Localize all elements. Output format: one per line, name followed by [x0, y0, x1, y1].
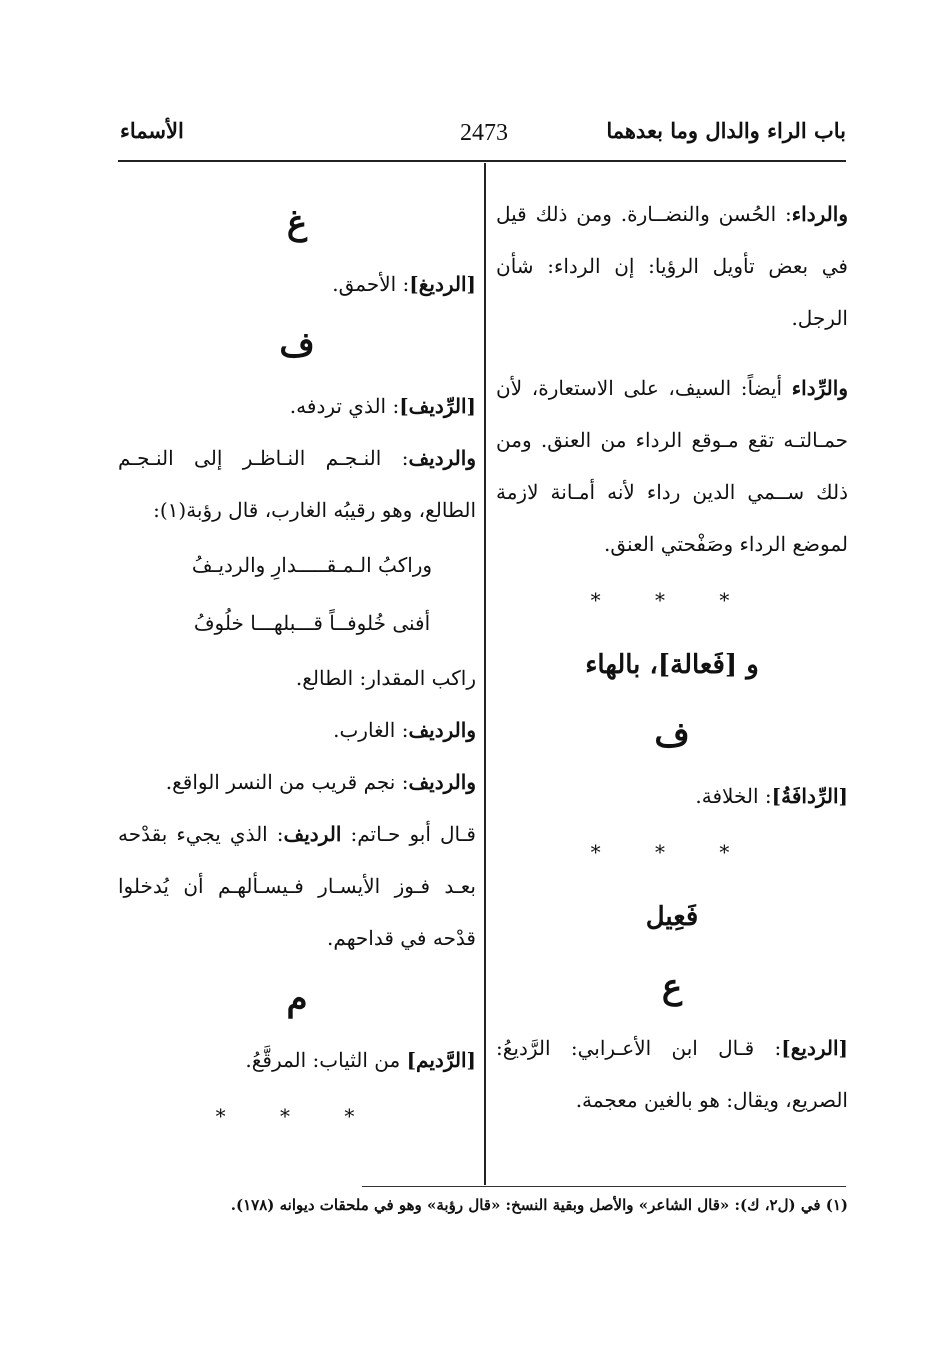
- letter-heading-ain: ع: [661, 967, 683, 1007]
- entry-term: [الرِّدافَةُ]: [771, 784, 848, 808]
- entry-term: [الرديغ]: [409, 272, 476, 296]
- entry-rida: [496, 188, 848, 344]
- page-number: 2473: [460, 120, 508, 146]
- running-header-section: الأسماء: [120, 118, 184, 143]
- section-separator: * * *: [590, 840, 754, 864]
- section-separator: * * *: [590, 588, 754, 612]
- entry-text: : نجم قريب من النسر الواقع.: [165, 770, 409, 794]
- running-header-chapter: باب الراء والدال وما بعدهما: [606, 118, 846, 143]
- column-divider: [484, 163, 486, 1185]
- entry-text: أيضاً: السيف، على الاستعارة، لأن حمـالتـه تقع مـوقع الرداء من العنق. ومن ذلك ســمي الدين رداء لأنه أمـانة لازمة لموضع الرداء وصَفْحتي العنق.: [496, 376, 848, 556]
- letter-heading-fa: ف: [279, 325, 315, 365]
- entry-radim: [118, 1034, 476, 1086]
- letter-heading-ghain: غ: [286, 203, 308, 243]
- entry-radafa: [496, 770, 848, 822]
- entry-text: : قـال ابن الأعـرابي: الرَّديعُ: الصريع، ويقال: هو بالغين معجمة.: [496, 1036, 848, 1112]
- entry-term: الرديف: [283, 822, 342, 846]
- entry-radif: [118, 380, 476, 432]
- entry-term: [الرِّديف]: [399, 394, 476, 418]
- section-title: و [فَعالة]، بالهاء: [585, 650, 759, 680]
- entry-radigh: [118, 258, 476, 310]
- entry-text: : النـجـم النـاظـر إلى النـجـم الطالع، وهو رقيبُه الغارب، قال رؤبة(١):: [118, 446, 476, 522]
- entry-prefix: قـال أبو حـاتم:: [341, 822, 476, 846]
- verse-line-2: أفنى خُلوفــاً قـــبلهـــا خلُوفُ: [193, 611, 431, 635]
- entry-term: والرديف: [408, 718, 476, 742]
- section-title-faeel: فَعِيل: [645, 902, 699, 932]
- header-rule: [118, 160, 846, 162]
- entry-text: : الحُسن والنضــارة. ومن ذلك قيل في بعض تأويل الرؤيا: إن الرداء: شأن الرجل.: [496, 202, 848, 330]
- entry-text: راكب المقدار: الطالع.: [295, 666, 476, 690]
- entry-text: : الغارب.: [333, 718, 409, 742]
- entry-radif-nasr: [118, 756, 476, 808]
- entry-term: [الرَّديم]: [406, 1048, 476, 1072]
- letter-heading-mim: م: [286, 979, 308, 1019]
- entry-text: : الذي يجيء بقدْحه بعـد فـوز الأيسـار فـيسـألهـم أن يُدخلوا قدْحه في قداحهم.: [118, 822, 476, 950]
- left-column: [118, 188, 476, 1146]
- entry-text: : الذي تردفه.: [289, 394, 400, 418]
- entry-gloss: [118, 652, 476, 704]
- entry-radi3: [496, 1022, 848, 1126]
- entry-term: [الرديع]: [781, 1036, 848, 1060]
- section-separator: * * *: [215, 1104, 379, 1128]
- entry-radif-gharib: [118, 704, 476, 756]
- entry-term: والرداء: [791, 202, 848, 226]
- entry-text: : الخلافة.: [695, 784, 772, 808]
- entry-term: والرِّداء: [791, 376, 848, 400]
- entry-radif-star: [118, 432, 476, 536]
- footnote-rule: [362, 1186, 846, 1187]
- entry-rida-sword: [496, 362, 848, 570]
- footnote: (١) في (ل٢، ك): «قال الشاعر» والأصل وبقية النسخ: «قال رؤبة» وهو في ملحقات ديوانه (١٧٨).: [230, 1196, 848, 1214]
- verse-line-1: وراكبُ الـمـقـــــدارِ والرديـفُ: [191, 553, 433, 577]
- letter-heading-fa: ف: [654, 715, 690, 755]
- entry-term: والرديف: [408, 770, 476, 794]
- right-column: [496, 188, 848, 1126]
- entry-text: : الأحمق.: [332, 272, 410, 296]
- entry-abu-hatim: [118, 808, 476, 964]
- entry-term: والرديف: [408, 446, 476, 470]
- entry-text: من الثياب: المرقَّعُ.: [245, 1048, 407, 1072]
